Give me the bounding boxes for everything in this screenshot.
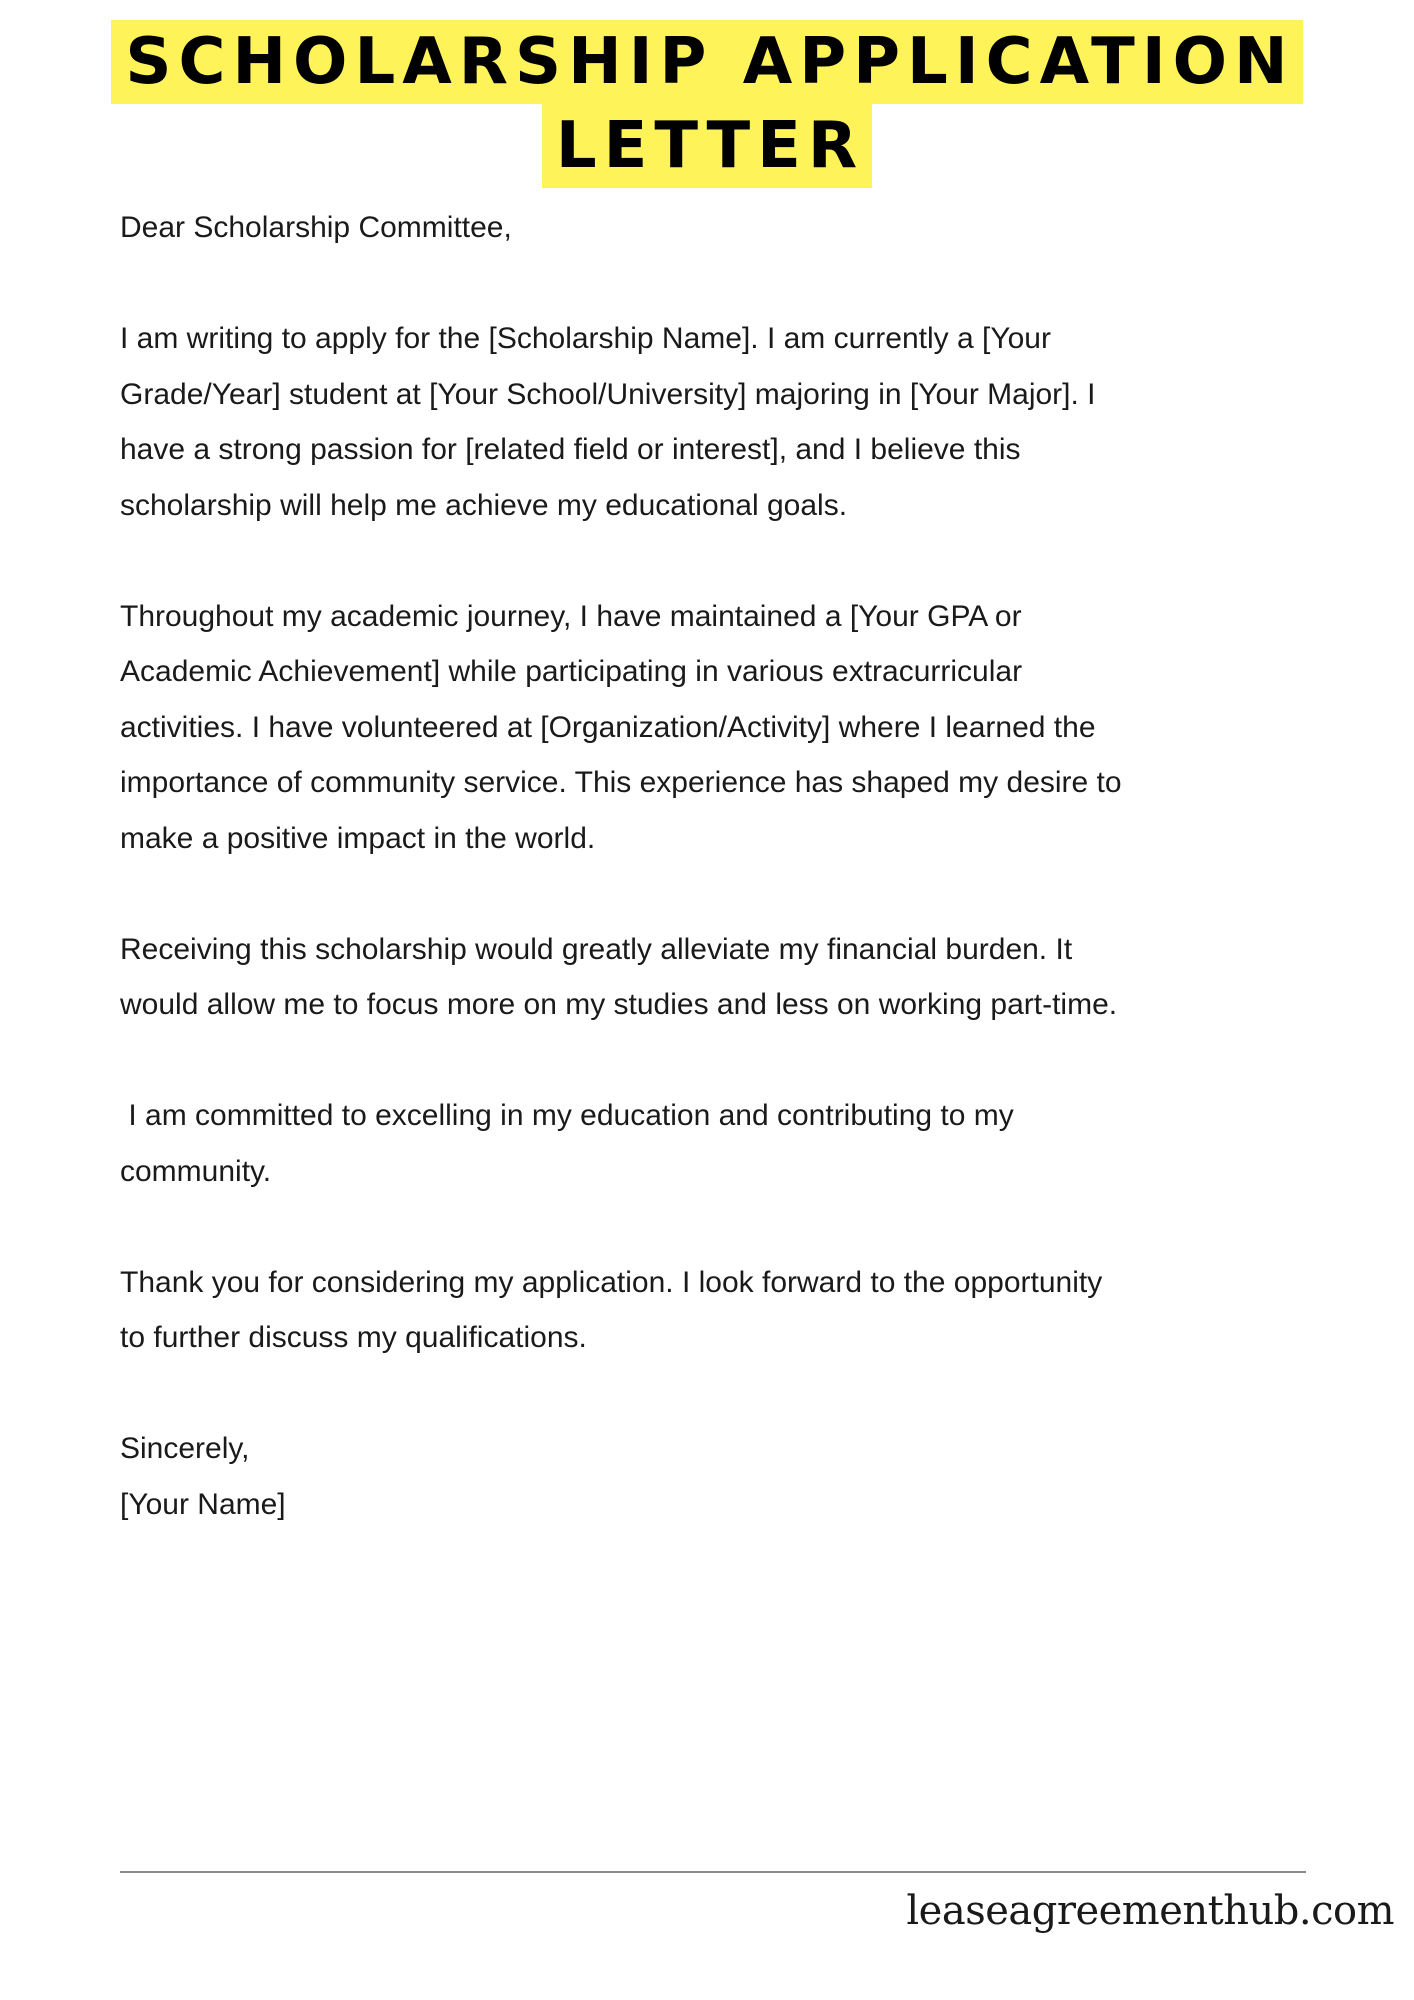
letter-body (120, 200, 1320, 1532)
closing: Sincerely, (120, 1432, 250, 1465)
salutation: Dear Scholarship Committee, (120, 211, 512, 244)
title-line-2: LETTER (542, 104, 872, 188)
signature-placeholder: [Your Name] (120, 1487, 286, 1521)
paragraph-achievements: Throughout my academic journey, I have maintained a [Your GPA or Academic Achievement] while participating in various extracurricular activities. I have volunteered at [Organization/Activity] where I learned the importance of community service. This experience has shaped my desire to make a positive impact in the world. (120, 599, 1122, 855)
document-title (0, 20, 1414, 188)
paragraph-thanks: Thank you for considering my application. I look forward to the opportunity to further discuss my qualifications. (120, 1265, 1103, 1354)
paragraph-financial-need: Receiving this scholarship would greatly alleviate my financial burden. It would allow me to focus more on my studies and less on working part-time. (120, 932, 1118, 1021)
title-line-1: SCHOLARSHIP APPLICATION (111, 20, 1302, 104)
paragraph-commitment: I am committed to excelling in my education and contributing to my community. (120, 1099, 1014, 1188)
brand-watermark: leaseagreementhub.com (906, 1888, 1394, 1934)
footer-divider (120, 1871, 1306, 1873)
paragraph-introduction: I am writing to apply for the [Scholarship Name]. I am currently a [Your Grade/Year] student at [Your School/University] majoring in [Your Major]. I have a strong passion for [related field or interest], and I believe this scholarship will help me achieve my educational goals. (120, 322, 1096, 522)
